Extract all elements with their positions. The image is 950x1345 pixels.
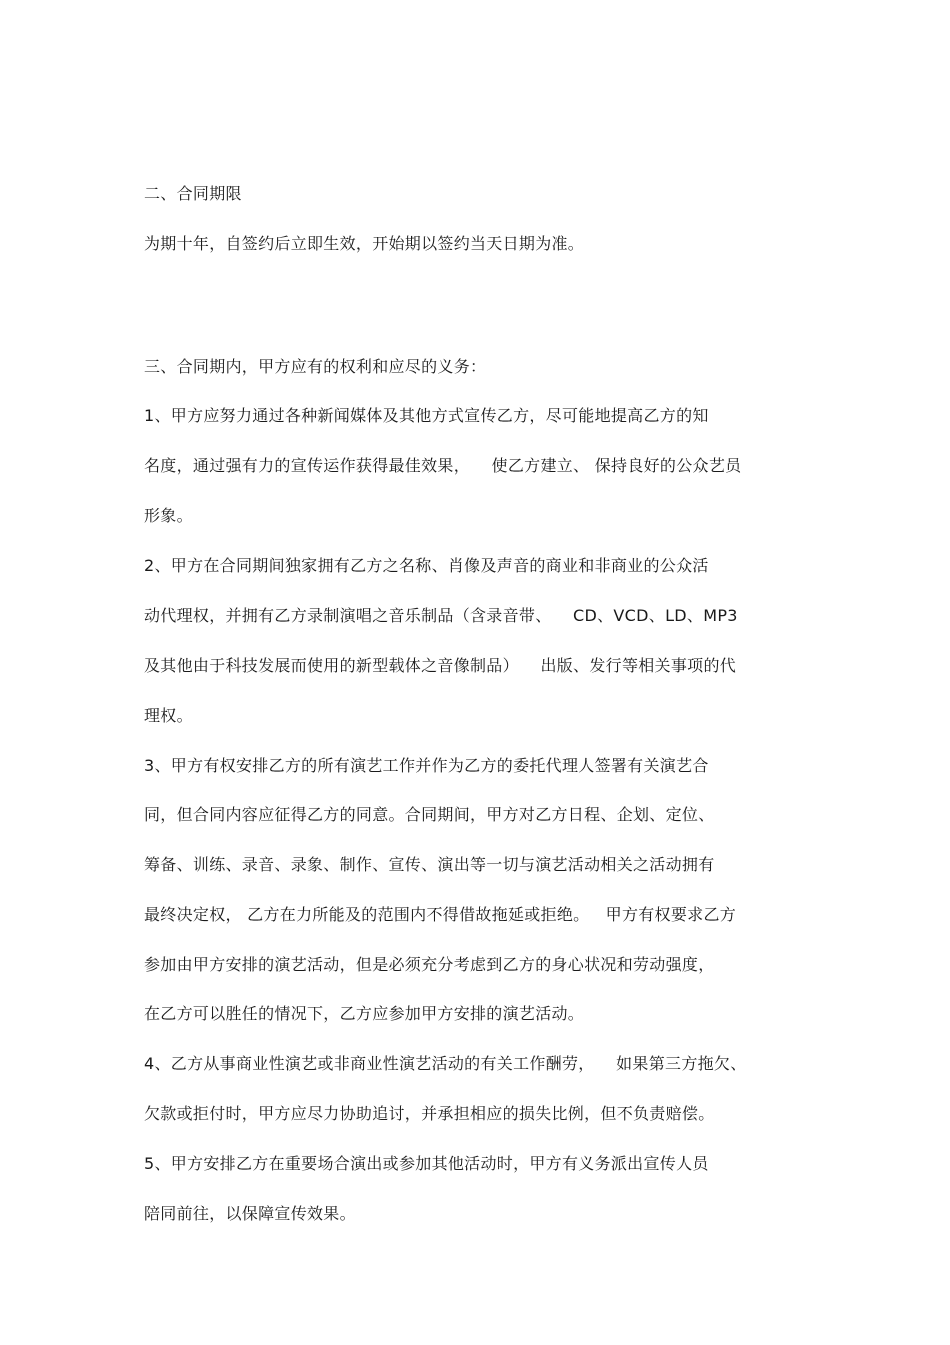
clause-3-line: 参加由甲方安排的演艺活动，但是必须充分考虑到乙方的身心状况和劳动强度，: [144, 955, 715, 974]
clause-3-line: 3、甲方有权安排乙方的所有演艺工作并作为乙方的委托代理人签署有关演艺合: [144, 756, 709, 775]
section-heading-party-a-rights: 三、合同期内，甲方应有的权利和应尽的义务：: [144, 357, 487, 376]
paragraph-line: 为期十年，自签约后立即生效，开始期以签约当天日期为准。: [144, 234, 585, 253]
section-heading-contract-term: 二、合同期限: [144, 184, 242, 203]
clause-5-line: 5、甲方安排乙方在重要场合演出或参加其他活动时，甲方有义务派出宣传人员: [144, 1154, 709, 1173]
clause-3-line: 在乙方可以胜任的情况下，乙方应参加甲方安排的演艺活动。: [144, 1004, 585, 1023]
clause-2-line: 理权。: [144, 706, 193, 725]
clause-3-line: 最终决定权， 乙方在力所能及的范围内不得借故拖延或拒绝。 甲方有权要求乙方: [144, 905, 737, 924]
clause-4-line: 4、乙方从事商业性演艺或非商业性演艺活动的有关工作酬劳， 如果第三方拖欠、: [144, 1054, 747, 1073]
clause-2-line: 2、甲方在合同期间独家拥有乙方之名称、肖像及声音的商业和非商业的公众活: [144, 556, 709, 575]
clause-4-line: 欠款或拒付时，甲方应尽力协助追讨，并承担相应的损失比例，但不负责赔偿。: [144, 1104, 715, 1123]
clause-1-line: 形象。: [144, 506, 193, 525]
clause-2-line: 动代理权，并拥有乙方录制演唱之音乐制品（含录音带、 CD、VCD、LD、MP3: [144, 606, 738, 625]
clause-3-line: 筹备、训练、录音、录象、制作、宣传、演出等一切与演艺活动相关之活动拥有: [144, 855, 715, 874]
clause-1-line: 名度，通过强有力的宣传运作获得最佳效果， 使乙方建立、 保持良好的公众艺员: [144, 456, 742, 475]
clause-1-line: 1、甲方应努力通过各种新闻媒体及其他方式宣传乙方，尽可能地提高乙方的知: [144, 406, 709, 425]
clause-3-line: 同，但合同内容应征得乙方的同意。合同期间，甲方对乙方日程、企划、定位、: [144, 805, 715, 824]
clause-2-line: 及其他由于科技发展而使用的新型载体之音像制品） 出版、发行等相关事项的代: [144, 656, 737, 675]
clause-5-line: 陪同前往，以保障宣传效果。: [144, 1204, 356, 1223]
